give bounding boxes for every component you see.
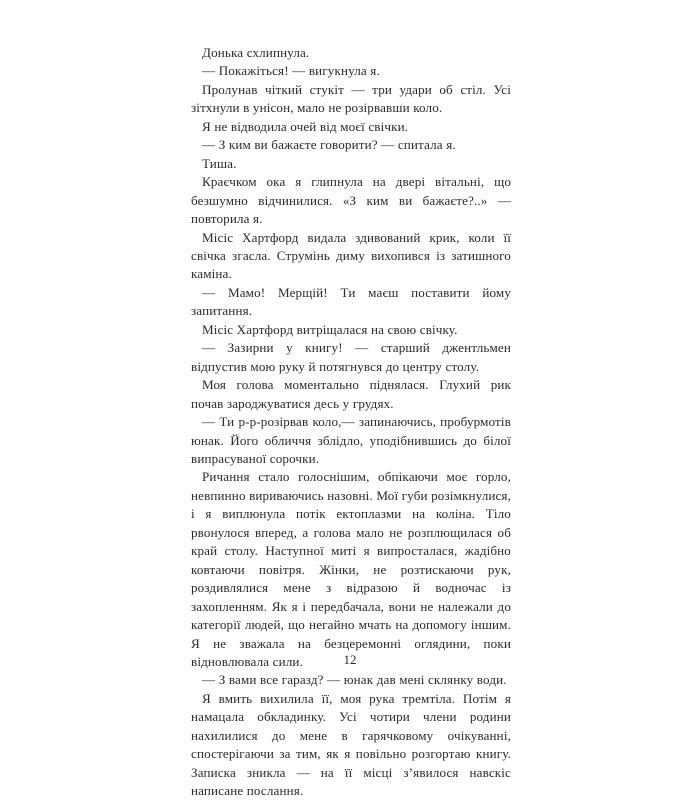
paragraph: — Мамо! Мерщій! Ти маєш поставити йому запитання.	[191, 284, 511, 319]
paragraph: Пролунав чіткий стукіт — три удари об стіл. Усі зітхнули в унісон, мало не розірвавши коло.	[191, 81, 511, 116]
paragraph: Донька схлипнула.	[202, 45, 310, 60]
paragraph: — Ти р-р-розірвав коло,— запинаючись, пробурмотів юнак. Його обличчя зблідло, уподібнившись до білої випрасуваної сорочки.	[191, 414, 511, 466]
paragraph: Я не відводила очей від моєї свічки.	[202, 118, 409, 134]
paragraph: Тиша.	[202, 155, 237, 171]
paragraph: Місіс Хартфорд видала здивований крик, коли її свічка згасла. Струмінь диму вихопився із затишного каміна.	[191, 229, 511, 282]
paragraph: Краєчком ока я глипнула на двері вітальні, що безшумно відчинилися. «З ким ви бажаєте?..» — повторила я.	[191, 174, 511, 227]
paragraph: — Покажіться! — вигукнула я.	[202, 63, 380, 79]
paragraph: Я вмить вихилила її, моя рука тремтіла. Потім я намацала обкладинку. Усі чотири члени родини нахилилися до мене в гарячковому очікуванні, спостерігаючи за тим, як я повільно розгортаю книгу. Записка зникла — на її місці з’явилося навскіс написане послання.	[191, 690, 511, 799]
paragraph: — З ким ви бажаєте говорити? — спитала я.	[202, 137, 456, 153]
paragraph: Ричання стало голоснішим, обпікаючи моє горло, невпинно вириваючись назовні. Мої губи розімкнулися, і я виплюнула потік ектоплазми на коліна. Тіло рвонулося вперед, а голова мало не розплющилася об край столу. Наступної миті я випросталася, жадібно ковтаючи повітря. Жінки, не розтискаючи рук, роздивлялися мене з відразою й водночас із захопленням. Як я і передбачала, вони не належали до категорії людей, що негайно мчать на допомогу іншим. Я не зважала на безцеремонні оглядини, поки відновлювала сили.	[191, 469, 511, 669]
paragraph: — Зазирни у книгу! — старший джентльмен відпустив мою руку й потягнувся до центру столу.	[191, 340, 511, 374]
page-number: 12	[343, 652, 357, 667]
paragraph: Місіс Хартфорд витріщалася на свою свічку.	[202, 321, 458, 337]
body-text-column	[191, 44, 511, 801]
paragraph: Моя голова моментально піднялася. Глухий рик почав зароджуватися десь у грудях.	[191, 377, 511, 411]
paragraph: — З вами все гаразд? — юнак дав мені склянку води.	[202, 672, 507, 688]
